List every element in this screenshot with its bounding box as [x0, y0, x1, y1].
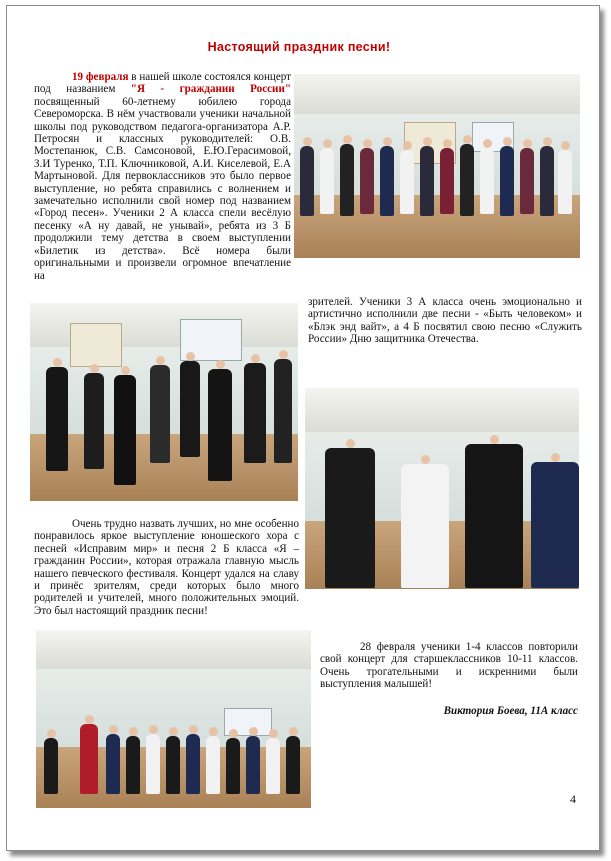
photo-boys-performance	[30, 303, 298, 501]
photo-first-graders-choir	[294, 74, 580, 258]
page-title: Настоящий праздник песни!	[207, 40, 391, 54]
author-signature: Виктория Боева, 11А класс	[443, 704, 578, 717]
intro-paragraph: 19 февраля в нашей школе состоялся концерт под названием "Я - гражданин России" посвященный 60-летнему юбилею города Североморска. В нём участвовали ученики начальной школы под руководством педагога-организатора А.Р. Петросян и классных руководителей: О.В. Мостепанюк, С.В. Самсоновой, Е.Ю.Герасимовой, З.И Туренко, Т.П. Ключниковой, А.И. Киселевой, Е.А Мартыновой. Для первоклассников это было первое выступление, но ребята справились с волнением и замечательно исполнили свой номер под названием «Город песен». Учeники 2 А класса спели весёлую песенку «А ну давай, не унывай», ребята из 3 Б продолжили тему детства в своем выступлении «Билетик из детства». Всё номера были оригинальными и произвели огромное впечатление на	[34, 71, 291, 282]
concert-name: "Я - гражданин России"	[130, 83, 291, 96]
second-paragraph: зрителей. Ученики 3 А класса очень эмоционально и артистично исполнили две песни - «Быть человеком» и «Блэк энд вайт», а 4 Б посвятил свою песню «Служить России» Дню защитника Отечества.	[308, 296, 582, 346]
third-paragraph: Очень трудно назвать лучших, но мне особенно понравилось яркое выступление юношеского хора с песней «Исправим мир» и песня 2 Б класса «Я – гражданин России», которая отражала главную мысль нашего певческого фестиваля. Концерт удался на славу и принёс зрителям, среди которых было много родителей и учителей, много положительных эмоций. Это был настоящий праздник песни!	[34, 518, 299, 617]
photo-full-choir	[36, 630, 311, 808]
fourth-paragraph: 28 февраля ученики 1-4 классов повторили свой концерт для старшеклассников 10-11 классов. Очень трогательными и искренними были выступления малышей! Виктория Боева, 11А класс	[320, 641, 578, 717]
concert-date: 19 февраля	[72, 71, 129, 83]
page-number: 4	[570, 792, 576, 806]
